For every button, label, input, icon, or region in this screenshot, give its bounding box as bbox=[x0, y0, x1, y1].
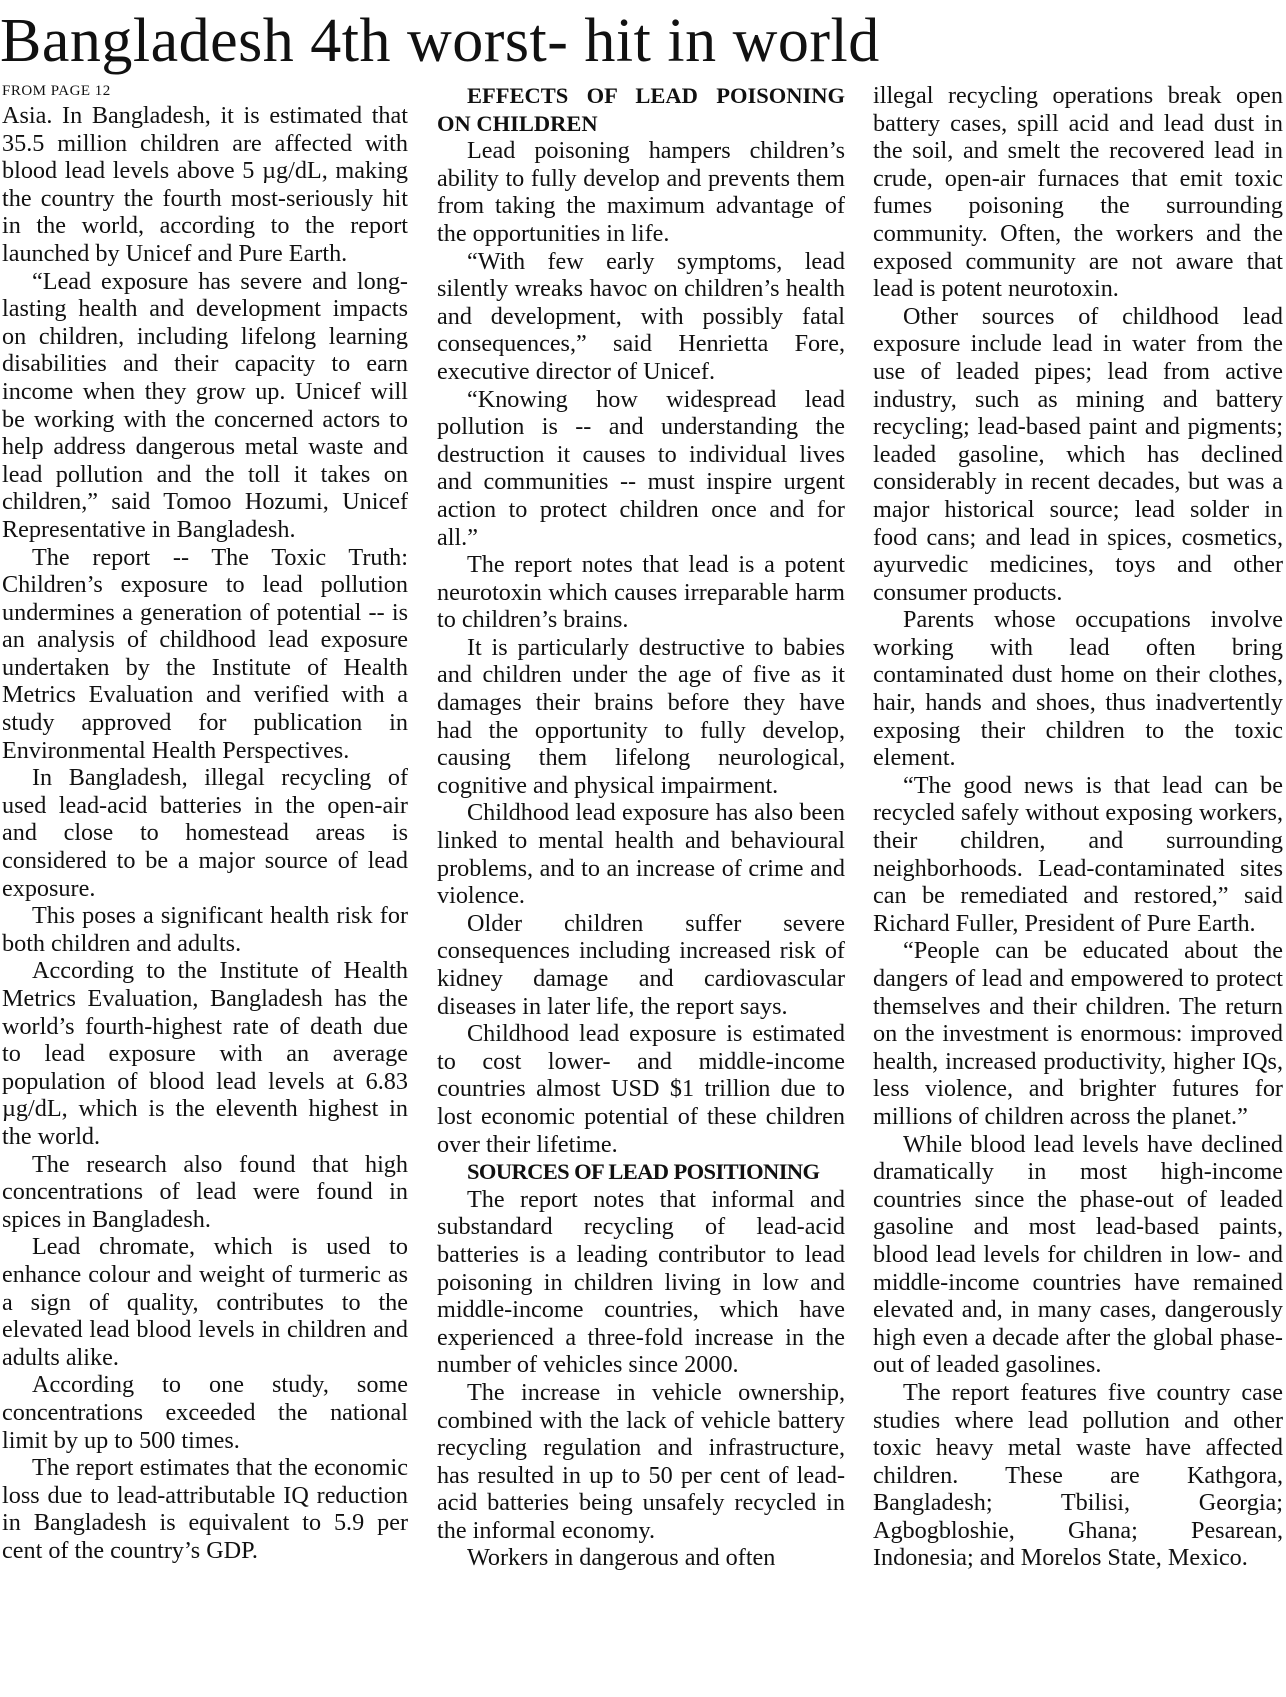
paragraph: “With few early symptoms, lead silently wreaks havoc on children’s health and development, with possibly fatal consequences,” said Henrietta Fore, executive director of Unicef. bbox=[437, 247, 845, 385]
paragraph: “Lead exposure has severe and long-lasting health and development impacts on children, including lifelong learning disabilities and their capacity to earn income when they grow up. Unicef will be working with the concerned actors to help address dangerous metal waste and lead pollution and the toll it takes on children,” said Tomoo Hozumi, Unicef Representative in Bangladesh. bbox=[2, 267, 408, 543]
paragraph: Lead chromate, which is used to enhance colour and weight of turmeric as a sign of quality, contributes to the elevated lead blood levels in children and adults alike. bbox=[2, 1233, 408, 1371]
paragraph: The report estimates that the economic loss due to lead-attributable IQ reduction in Bangladesh is equivalent to 5.9 per cent of the country’s GDP. bbox=[2, 1454, 408, 1564]
paragraph: “Knowing how widespread lead pollution is -- and understanding the destruction it causes to individual lives and communities -- must inspire urgent action to protect children once and for all.” bbox=[437, 385, 845, 551]
paragraph: While blood lead levels have declined dramatically in most high-income countries since the phase-out of leaded gasoline and most lead-based paints, blood lead levels for children in low- and middle-income countries have remained elevated and, in many cases, dangerously high even a decade after the global phase-out of leaded gasolines. bbox=[873, 1130, 1283, 1379]
paragraph: “People can be educated about the dangers of lead and empowered to protect themselves and their children. The return on the investment is enormous: improved health, increased productivity, higher IQs, less violence, and brighter futures for millions of children across the planet.” bbox=[873, 937, 1283, 1130]
paragraph: This poses a significant health risk for both children and adults. bbox=[2, 902, 408, 957]
paragraph: The report notes that informal and substandard recycling of lead-acid batteries is a leading contributor to lead poisoning in children living in low and middle-income countries, which have experienced a three-fold increase in the number of vehicles since 2000. bbox=[437, 1185, 845, 1379]
paragraph: The increase in vehicle ownership, combined with the lack of vehicle battery recycling regulation and infrastructure, has resulted in up to 50 per cent of lead-acid batteries being unsafely recycled in the informal economy. bbox=[437, 1378, 845, 1544]
paragraph: Childhood lead exposure is estimated to cost lower- and middle-income countries almost USD $1 trillion due to lost economic potential of these children over their lifetime. bbox=[437, 1020, 845, 1158]
section-heading-sources: SOURCES OF LEAD POSITIONING bbox=[467, 1159, 820, 1185]
paragraph: Other sources of childhood lead exposure include lead in water from the use of leaded pipes; lead from active industry, such as mining and battery recycling; lead-based paint and pigments; leaded gasoline, which has declined considerably in recent decades, but was a major historical source; lead solder in food cans; and lead in spices, cosmetics, ayurvedic medicines, toys and other consumer products. bbox=[873, 302, 1283, 606]
headline: Bangladesh 4th worst- hit in world bbox=[0, 7, 880, 75]
from-page-label: FROM PAGE 12 bbox=[2, 83, 111, 99]
paragraph: According to one study, some concentrations exceeded the national limit by up to 500 times. bbox=[2, 1371, 408, 1454]
paragraph: Childhood lead exposure has also been linked to mental health and behavioural problems, and to an increase of crime and violence. bbox=[437, 799, 845, 910]
paragraph: Lead poisoning hampers children’s ability to fully develop and prevents them from taking the maximum advantage of the opportunities in life. bbox=[437, 137, 845, 247]
section-heading-effects: EFFECTS OF LEAD POISONING ON CHILDREN bbox=[437, 83, 845, 136]
paragraph: The research also found that high concentrations of lead were found in spices in Bangladesh. bbox=[2, 1150, 408, 1233]
paragraph: Asia. In Bangladesh, it is estimated that 35.5 million children are affected with blood lead levels above 5 µg/dL, making the country the fourth most-seriously hit in the world, according to the report launched by Unicef and Pure Earth. bbox=[2, 102, 408, 267]
paragraph: Parents whose occupations involve working with lead often bring contaminated dust home on their clothes, hair, hands and shoes, thus inadvertently exposing their children to the toxic element. bbox=[873, 606, 1283, 772]
paragraph: According to the Institute of Health Metrics Evaluation, Bangladesh has the world’s fourth-highest rate of death due to lead exposure with an average population of blood lead levels at 6.83 µg/dL, which is the eleventh highest in the world. bbox=[2, 957, 408, 1150]
paragraph: In Bangladesh, illegal recycling of used lead-acid batteries in the open-air and close to homestead areas is considered to be a major source of lead exposure. bbox=[2, 764, 408, 902]
paragraph: illegal recycling operations break open battery cases, spill acid and lead dust in the soil, and smelt the recovered lead in crude, open-air furnaces that emit toxic fumes poisoning the surrounding community. Often, the workers and the exposed community are not aware that lead is potent neurotoxin. bbox=[873, 82, 1283, 303]
paragraph: Workers in dangerous and often bbox=[467, 1544, 776, 1572]
paragraph: Older children suffer severe consequences including increased risk of kidney damage and cardiovascular diseases in later life, the report says. bbox=[437, 909, 845, 1020]
paragraph: The report notes that lead is a potent neurotoxin which causes irreparable harm to children’s brains. bbox=[437, 551, 845, 634]
paragraph: The report -- The Toxic Truth: Children’s exposure to lead pollution undermines a generation of potential -- is an analysis of childhood lead exposure undertaken by the Institute of Health Metrics Evaluation and verified with a study approved for publication in Environmental Health Perspectives. bbox=[2, 543, 408, 764]
paragraph: “The good news is that lead can be recycled safely without exposing workers, their children, and surrounding neighborhoods. Lead-contaminated sites can be remediated and restored,” said Richard Fuller, President of Pure Earth. bbox=[873, 771, 1283, 937]
article-column-1 bbox=[2, 82, 408, 1690]
paragraph: The report features five country case studies where lead pollution and other toxic heavy metal waste have affected children. These are Kathgora, Bangladesh; Tbilisi, Georgia; Agbogbloshie, Ghana; Pesarean, Indonesia; and Morelos State, Mexico. bbox=[873, 1378, 1283, 1572]
paragraph: It is particularly destructive to babies and children under the age of five as it damages their brains before they have had the opportunity to fully develop, causing them lifelong neurological, cognitive and physical impairment. bbox=[437, 633, 845, 799]
article-column-2 bbox=[437, 82, 845, 1690]
article-column-3 bbox=[873, 82, 1283, 1690]
